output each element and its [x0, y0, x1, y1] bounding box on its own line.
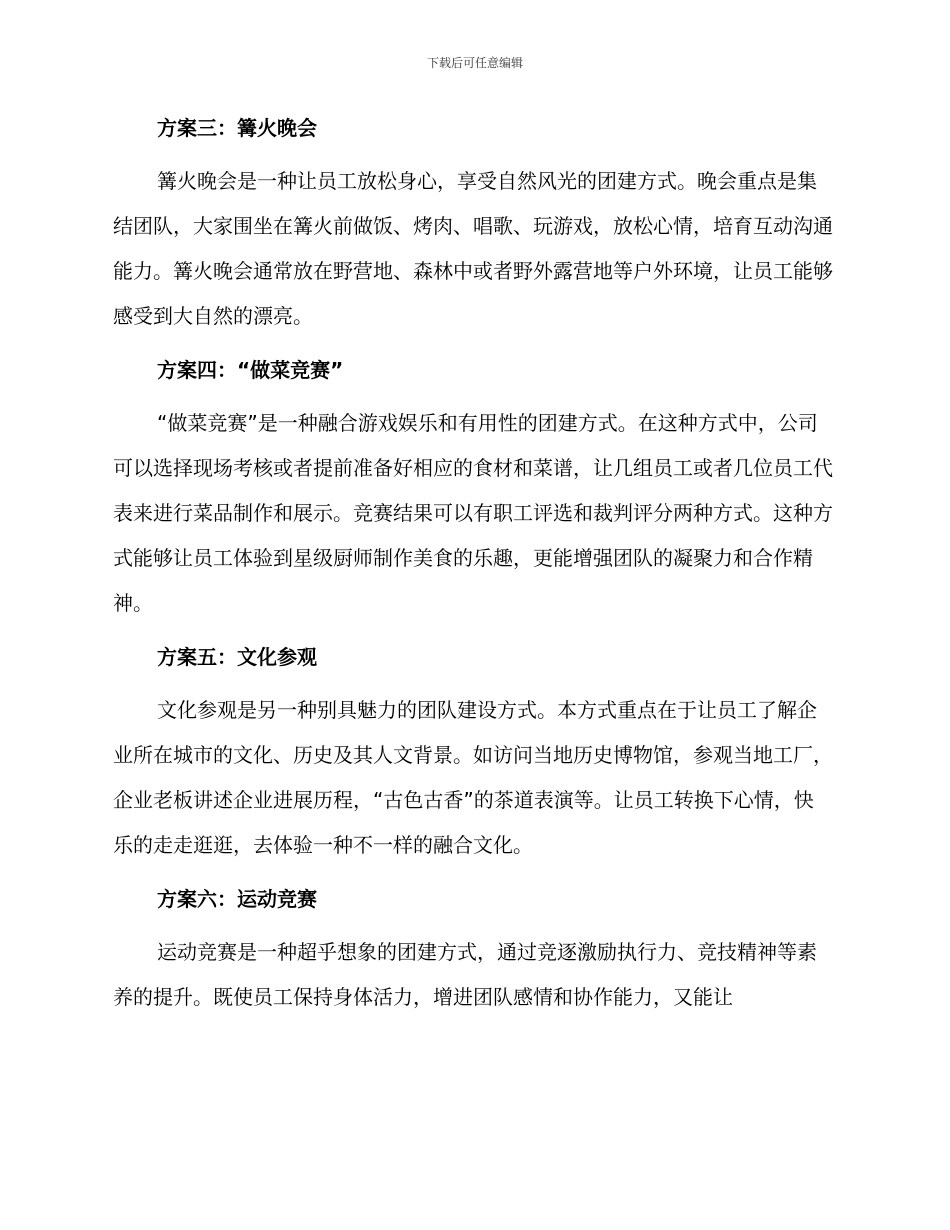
- section-heading-6: 方案六：运动竞赛: [157, 887, 317, 911]
- section-paragraph-6: 运动竞赛是一种超乎想象的团建方式，通过竞逐激励执行力、竞技精神等素养的提升。既使员工保持身体活力，增进团队感情和协作能力，又能让: [113, 940, 817, 1009]
- section-heading-4: 方案四：“做菜竞赛”: [157, 358, 344, 382]
- page-header: 下载后可任意编辑: [426, 56, 523, 70]
- section-heading-3: 方案三：篝火晚会: [157, 116, 317, 140]
- section-paragraph-3: 篝火晚会是一种让员工放松身心，享受自然风光的团建方式。晚会重点是集结团队，大家围坐在篝火前做饭、烤肉、唱歌、玩游戏，放松心情，培育互动沟通能力。篝火晚会通常放在野营地、森林中或者野外露营地等户外环境，让员工能够感受到大自然的漂亮。: [113, 169, 833, 328]
- section-paragraph-5: 文化参观是另一种别具魅力的团队建设方式。本方式重点在于让员工了解企业所在城市的文化、历史及其人文背景。如访问当地历史博物馆，参观当地工厂，企业老板讲述企业进展历程，“古色古香”的茶道表演等。让员工转换下心情，快乐的走走逛逛，去体验一种不一样的融合文化。: [113, 698, 833, 857]
- document-body: [113, 112, 833, 1035]
- section-paragraph-4: “做菜竞赛”是一种融合游戏娱乐和有用性的团建方式。在这种方式中，公司可以选择现场考核或者提前准备好相应的食材和菜谱，让几组员工或者几位员工代表来进行菜品制作和展示。竞赛结果可以有职工评选和裁判评分两种方式。这种方式能够让员工体验到星级厨师制作美食的乐趣，更能增强团队的凝聚力和合作精神。: [113, 411, 833, 615]
- section-heading-5: 方案五：文化参观: [157, 645, 317, 669]
